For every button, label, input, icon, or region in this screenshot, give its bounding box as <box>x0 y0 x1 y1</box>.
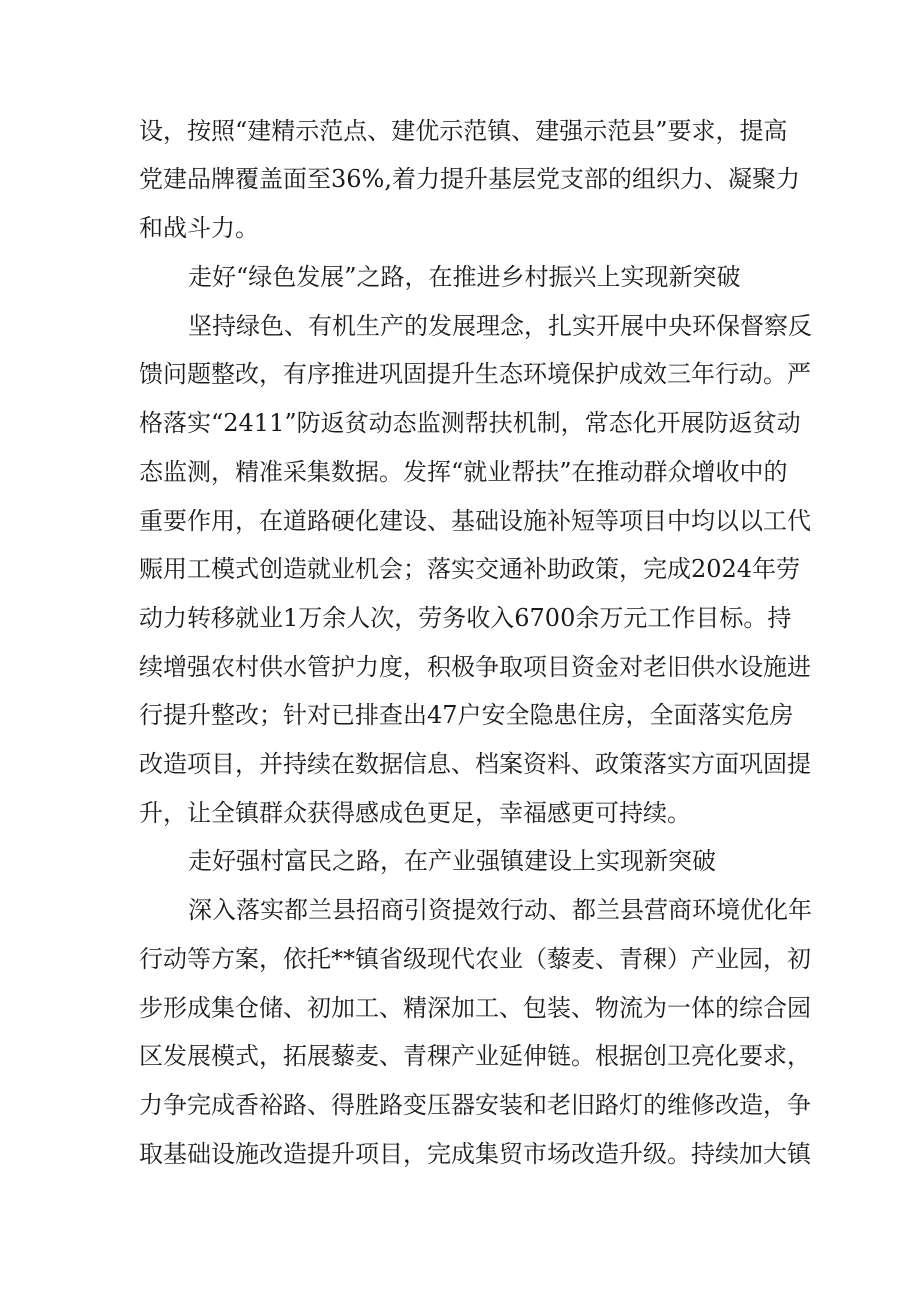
text-line: 坚持绿色、有机生产的发展理念，扎实开展中央环保督察反 <box>188 312 812 340</box>
section-heading: 走好“绿色发展”之路，在推进乡村振兴上实现新突破 <box>188 263 741 291</box>
text-line: 取基础设施改造提升项目，完成集贸市场改造升级。持续加大镇 <box>139 1140 811 1168</box>
text-line: 行提升整改；针对已排查出47户安全隐患住房，全面落实危房 <box>139 701 794 729</box>
text-line: 改造项目，并持续在数据信息、档案资料、政策落实方面巩固提 <box>139 750 811 778</box>
text-line: 格落实“2411”防返贫动态监测帮扶机制，常态化开展防返贫动 <box>139 409 801 437</box>
text-line: 深入落实都兰县招商引资提效行动、都兰县营商环境优化年 <box>188 896 812 924</box>
text-line: 动力转移就业1万余人次，劳务收入6700余万元工作目标。持 <box>139 604 792 632</box>
section-heading: 走好强村富民之路，在产业强镇建设上实现新突破 <box>188 847 716 875</box>
text-line: 态监测，精准采集数据。发挥“就业帮扶”在推动群众增收中的 <box>139 458 788 486</box>
text-line: 赈用工模式创造就业机会；落实交通补助政策，完成2024年劳 <box>139 555 801 583</box>
text-line: 区发展模式，拓展藜麦、青稞产业延伸链。根据创卫亮化要求， <box>139 1042 811 1070</box>
text-line: 馈问题整改，有序推进巩固提升生态环境保护成效三年行动。严 <box>139 360 811 388</box>
text-line: 党建品牌覆盖面至36%,着力提升基层党支部的组织力、凝聚力 <box>139 165 800 193</box>
text-line: 步形成集仓储、初加工、精深加工、包装、物流为一体的综合园 <box>139 994 811 1022</box>
text-line: 行动等方案，依托**镇省级现代农业（藜麦、青稞）产业园，初 <box>139 945 811 973</box>
text-line: 和战斗力。 <box>139 214 259 242</box>
text-line: 续增强农村供水管护力度，积极争取项目资金对老旧供水设施进 <box>139 653 811 681</box>
text-line: 升，让全镇群众获得感成色更足，幸福感更可持续。 <box>139 799 691 827</box>
text-line: 设，按照“建精示范点、建优示范镇、建强示范县”要求，提高 <box>139 117 788 145</box>
text-line: 力争完成香裕路、得胜路变压器安装和老旧路灯的维修改造，争 <box>139 1091 811 1119</box>
text-line: 重要作用，在道路硬化建设、基础设施补短等项目中均以以工代 <box>139 507 811 535</box>
